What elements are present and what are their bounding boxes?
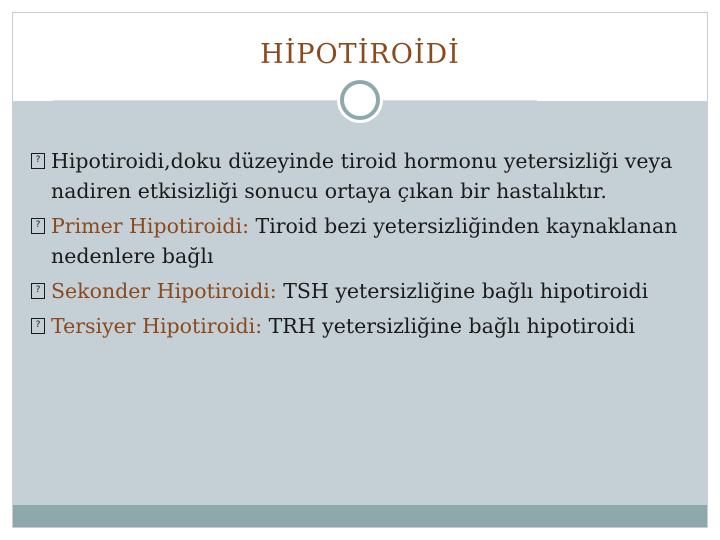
bullet-term: Primer Hipotiroidi: [51,214,250,238]
list-item [31,276,681,306]
slide [12,12,708,528]
missing-glyph-box-icon: ? [31,218,45,234]
footer-bar [13,505,707,527]
bullet-text: Hipotiroidi,doku düzeyinde tiroid hormonu yetersizliği veya nadiren etkisizliği sonucu ortaya çıkan bir hastalıktır. [51,149,673,203]
slide-title: HİPOTİROİDİ [260,39,460,70]
missing-glyph-box-icon: ? [31,153,45,169]
bullet-list [31,146,681,346]
decorative-circle-icon [340,80,380,120]
list-item [31,311,681,341]
list-item [31,146,681,206]
bullet-term: Tersiyer Hipotiroidi: [51,314,263,338]
missing-glyph-box-icon: ? [31,318,45,334]
bullet-text: TSH yetersizliğine bağlı hipotiroidi [276,279,649,303]
bullet-term: Sekonder Hipotiroidi: [51,279,277,303]
bullet-text: TRH yetersizliğine bağlı hipotiroidi [262,314,636,338]
list-item [31,211,681,271]
missing-glyph-box-icon: ? [31,283,45,299]
bullet-text: Tiroid bezi yetersizliğinden kaynaklanan nedenlere bağlı [51,214,678,268]
